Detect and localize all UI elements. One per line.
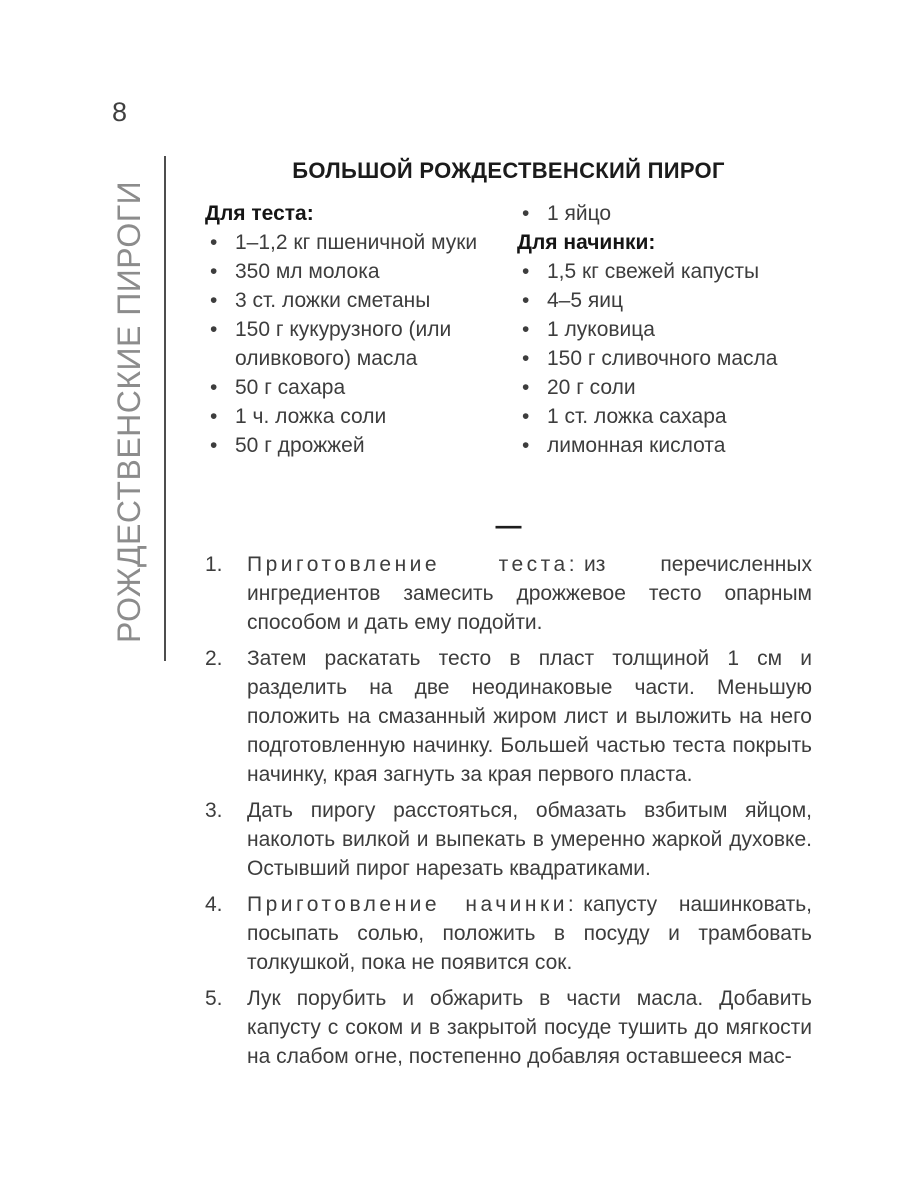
dough-heading: Для теста: [205, 202, 314, 225]
step-body: капусту нашинковать, посыпать солью, положить в посуду и трамбовать толкушкой, пока не появится сок. [247, 893, 812, 974]
step-text [247, 984, 812, 1071]
step-number: 1. [205, 553, 223, 576]
step-item [205, 984, 812, 1071]
step-number: 4. [205, 893, 223, 916]
step-body: Затем раскатать тесто в пласт толщиной 1 см и разделить на две неодинаковые части. Меньшую положить на смазанный жиром лист и выложить на него подготовленную начинку. Большей частью теста покрыть начинку, края загнуть за края первого пласта. [247, 647, 812, 786]
ingredient-item: • 50 г сахара [205, 373, 505, 402]
step-number: 2. [205, 647, 223, 670]
ingredient-item: • 1 ст. ложка сахара [517, 402, 812, 431]
ingredients-column-filling [517, 199, 812, 460]
step-item [205, 796, 812, 883]
step-text [247, 890, 812, 977]
page-number: 8 [112, 97, 128, 127]
step-number: 5. [205, 987, 223, 1010]
step-text [247, 550, 812, 637]
ingredient-item: • 1–1,2 кг пшеничной муки [205, 228, 505, 257]
ingredient-item: • 1 луковица [517, 315, 812, 344]
step-text [247, 796, 812, 883]
step-lead: Приготовление начинки: [247, 893, 578, 916]
ingredient-item: • лимонная кислота [517, 431, 812, 460]
ingredients-column-dough [205, 199, 505, 460]
step-body: Дать пирогу расстояться, обмазать взбитым яйцом, наколоть вилкой и выпекать в умеренно жаркой духовке. Остывший пирог нарезать квадратиками. [247, 799, 812, 880]
step-number: 3. [205, 799, 223, 822]
ingredient-item: • 50 г дрожжей [205, 431, 505, 460]
ingredient-item: • 4–5 яиц [517, 286, 812, 315]
ingredients-section [205, 199, 812, 460]
filling-heading: Для начинки: [517, 231, 656, 254]
section-separator-dash: — [495, 510, 522, 540]
sidebar-divider-line [164, 156, 166, 661]
step-body: Лук порубить и обжарить в части масла. Добавить капусту с соком и в закрытой посуде тушить до мягкости на слабом огне, постепенно добавляя оставшееся мас- [247, 987, 812, 1068]
ingredient-item: • 150 г сливочного масла [517, 344, 812, 373]
step-item [205, 550, 812, 637]
step-item [205, 644, 812, 789]
recipe-title: БОЛЬШОЙ РОЖДЕСТВЕНСКИЙ ПИРОГ [292, 158, 725, 183]
step-item [205, 890, 812, 977]
chapter-sidebar-label: РОЖДЕСТВЕНСКИЕ ПИРОГИ [111, 180, 147, 643]
ingredient-item: • 20 г соли [517, 373, 812, 402]
instructions-list [205, 550, 812, 1078]
ingredient-item: • 350 мл молока [205, 257, 505, 286]
ingredient-item: • 150 г кукурузного (или оливкового) масла [205, 315, 505, 373]
ingredient-item: • 1 яйцо [517, 199, 812, 228]
ingredient-item: • 1,5 кг свежей капусты [517, 257, 812, 286]
step-lead: Приготовление теста: [247, 553, 579, 576]
step-body: из перечисленных ингредиентов замесить дрожжевое тесто опарным способом и дать ему подойти. [247, 553, 812, 634]
ingredient-item: • 3 ст. ложки сметаны [205, 286, 505, 315]
ingredient-item: • 1 ч. ложка соли [205, 402, 505, 431]
step-text [247, 644, 812, 789]
